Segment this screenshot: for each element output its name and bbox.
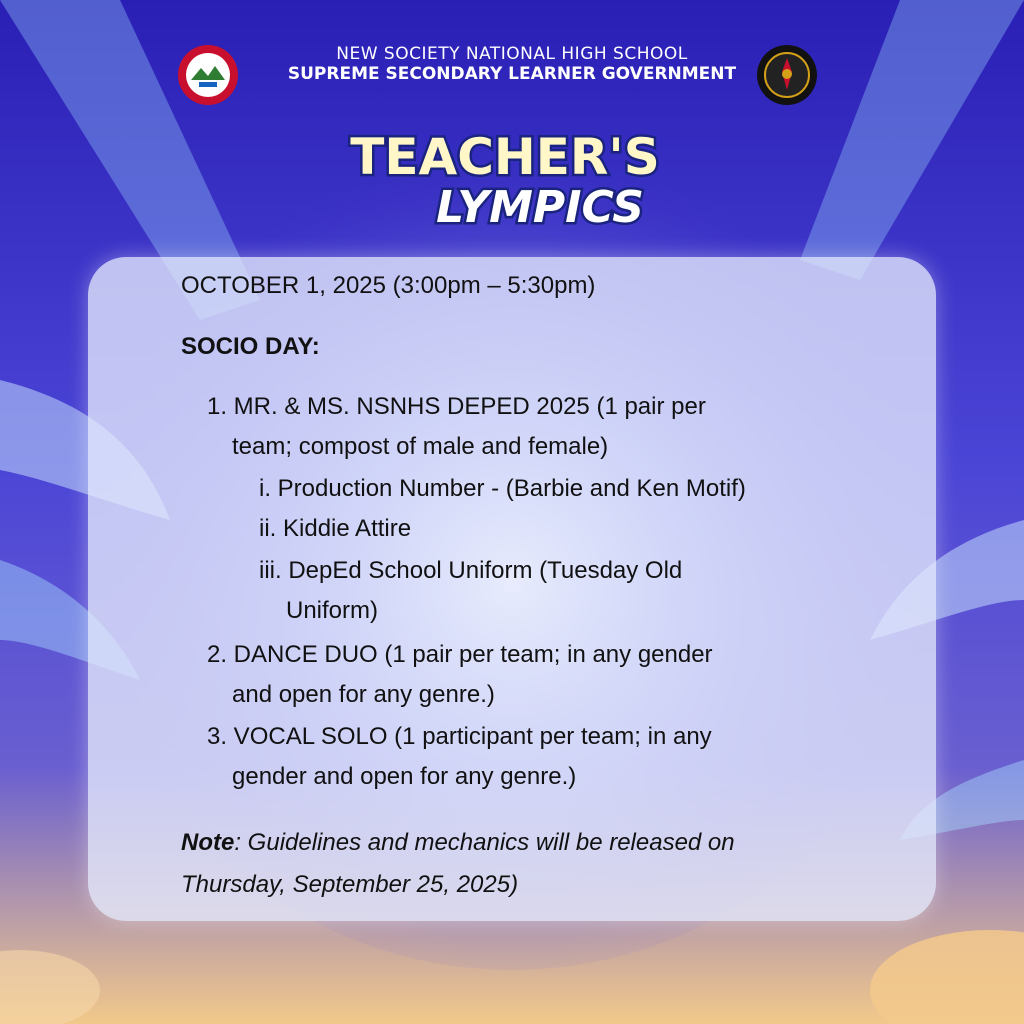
list-item: and open for any genre.) xyxy=(232,681,495,708)
title-line2: LYMPICS xyxy=(436,182,644,233)
sub-list-item: iii. DepEd School Uniform (Tuesday Old xyxy=(259,557,683,584)
list-item: team; compost of male and female) xyxy=(232,433,609,460)
sub-list-item: i. Production Number - (Barbie and Ken Motif) xyxy=(259,475,746,502)
header xyxy=(0,44,1024,84)
sub-list-item: Uniform) xyxy=(286,597,379,624)
title-line1: TEACHER'S xyxy=(350,128,660,186)
list-item: 1. MR. & MS. NSNHS DEPED 2025 (1 pair per xyxy=(207,393,706,420)
list-item: 2. DANCE DUO (1 pair per team; in any gender xyxy=(207,641,713,668)
section-heading: SOCIO DAY: xyxy=(181,333,320,360)
list-item: 3. VOCAL SOLO (1 participant per team; in any xyxy=(207,723,712,750)
note-text-2: Thursday, September 25, 2025) xyxy=(181,871,519,898)
school-name: NEW SOCIETY NATIONAL HIGH SCHOOL xyxy=(336,44,688,64)
sub-list-item: ii. Kiddie Attire xyxy=(259,515,412,542)
note xyxy=(181,822,881,906)
government-name: SUPREME SECONDARY LEARNER GOVERNMENT xyxy=(287,64,737,84)
list-item: gender and open for any genre.) xyxy=(232,763,577,790)
note-label: Note xyxy=(181,829,235,856)
note-text: : Guidelines and mechanics will be released on xyxy=(234,829,735,856)
event-title-logo xyxy=(340,112,670,242)
event-date: OCTOBER 1, 2025 (3:00pm – 5:30pm) xyxy=(181,272,596,299)
